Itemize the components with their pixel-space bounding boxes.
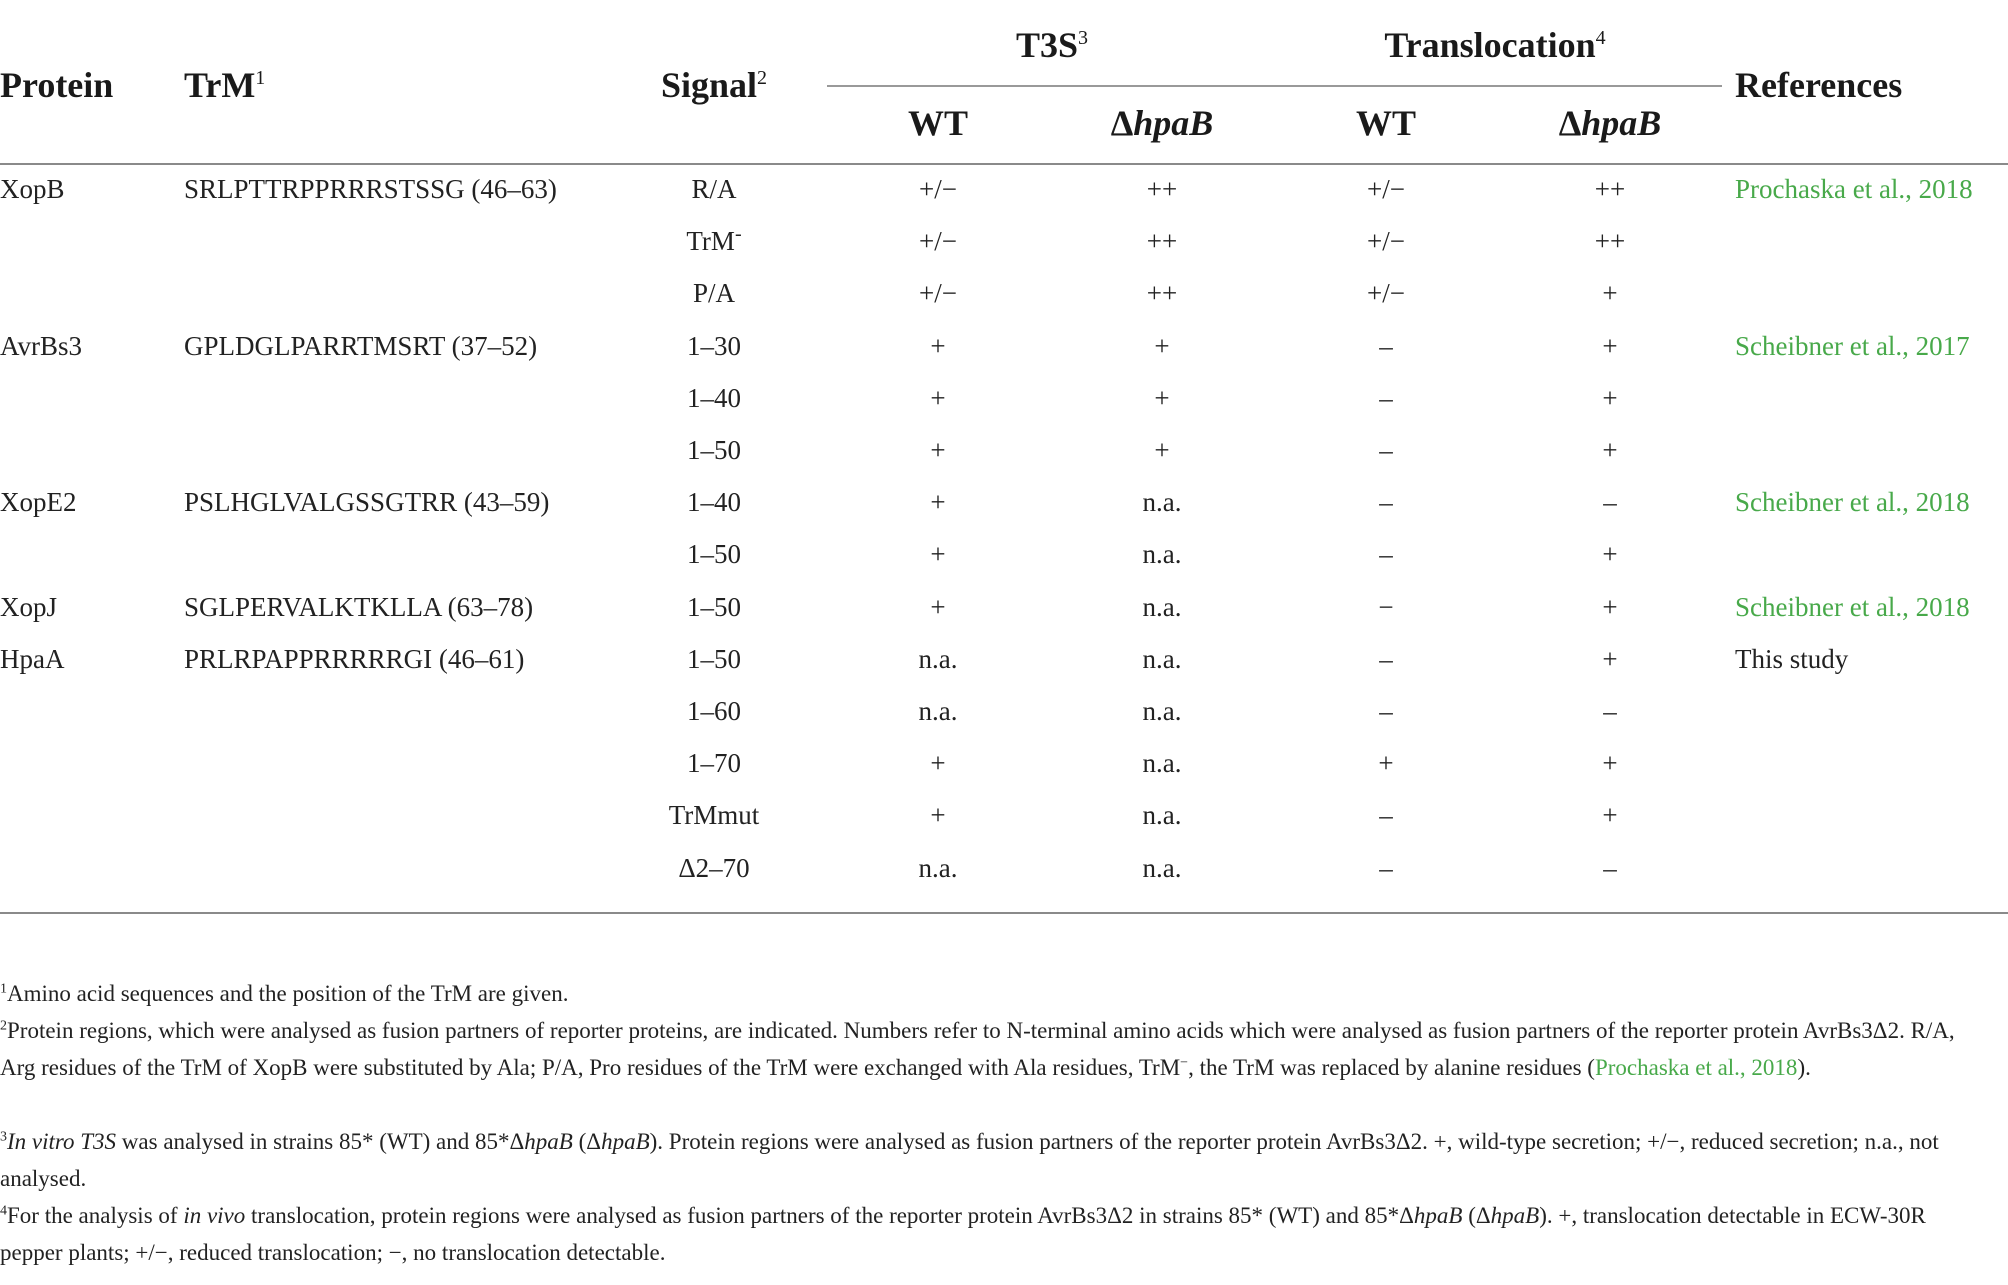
cell-tr-hpab: ++ bbox=[1594, 226, 1626, 256]
footnote-2-reference-link[interactable]: Prochaska et al., 2018 bbox=[1594, 1055, 1798, 1080]
cell-tr-wt: – bbox=[1379, 853, 1393, 883]
cell-t3s-hpab: + bbox=[1154, 331, 1170, 361]
cell-trm: GPLDGLPARRTMSRT (37–52) bbox=[184, 331, 538, 361]
cell-t3s-wt: +/− bbox=[919, 278, 957, 308]
cell-tr-hpab: + bbox=[1602, 278, 1618, 308]
cell-t3s-hpab: ++ bbox=[1146, 174, 1178, 204]
cell-signal: P/A bbox=[692, 278, 736, 308]
cell-signal: 1–40 bbox=[687, 487, 741, 517]
cell-t3s-wt: + bbox=[930, 748, 946, 778]
header-t3s-wt: WT bbox=[907, 103, 969, 143]
cell-reference: This study bbox=[1735, 644, 1849, 674]
header-tr-wt: WT bbox=[1355, 103, 1417, 143]
cell-t3s-wt: n.a. bbox=[918, 644, 958, 674]
cell-t3s-hpab: n.a. bbox=[1142, 696, 1182, 726]
cell-reference[interactable]: Prochaska et al., 2018 bbox=[1735, 174, 1973, 204]
cell-tr-wt: – bbox=[1379, 331, 1393, 361]
cell-trm: PRLRPAPPRRRRRGI (46–61) bbox=[184, 644, 525, 674]
header-tr-hpab: ΔhpaB bbox=[1558, 103, 1662, 143]
cell-tr-hpab: ++ bbox=[1594, 174, 1626, 204]
cell-tr-wt: +/− bbox=[1367, 278, 1405, 308]
cell-signal: 1–70 bbox=[687, 748, 741, 778]
footnote-2: $^2$Protein regions, which were analysed as fusion partners of reporter proteins, are indicated. Numbers refer to N-terminal amino acids which were analysed as fusion partners of the reporter protein AvrBs3Δ2. R/A, Arg residues of the TrM of XopB were substituted by Ala; P/A, Pro residues of the TrM were exchanged with Ala residues, TrM−, the TrM was replaced by alanine residues (Prochaska et al., 2018). bbox=[0, 1018, 1955, 1080]
cell-signal: TrM- bbox=[686, 223, 742, 256]
cell-tr-hpab: – bbox=[1603, 853, 1617, 883]
cell-t3s-wt: +/− bbox=[919, 174, 957, 204]
cell-t3s-wt: + bbox=[930, 331, 946, 361]
cell-signal: 1–50 bbox=[687, 539, 741, 569]
cell-reference[interactable]: Scheibner et al., 2018 bbox=[1735, 487, 1970, 517]
cell-t3s-wt: n.a. bbox=[918, 853, 958, 883]
cell-tr-wt: – bbox=[1379, 539, 1393, 569]
cell-trm: SGLPERVALKTKLLA (63–78) bbox=[184, 592, 534, 622]
cell-tr-hpab: + bbox=[1602, 800, 1618, 830]
cell-tr-wt: – bbox=[1379, 383, 1393, 413]
cell-protein: XopJ bbox=[0, 592, 58, 622]
cell-t3s-hpab: n.a. bbox=[1142, 644, 1182, 674]
cell-tr-hpab: – bbox=[1603, 696, 1617, 726]
header-translocation: Translocation$^4$ bbox=[1384, 25, 1606, 65]
cell-signal: 1–50 bbox=[687, 435, 741, 465]
cell-protein: XopB bbox=[0, 174, 65, 204]
cell-tr-hpab: + bbox=[1602, 539, 1618, 569]
cell-signal: 1–30 bbox=[687, 331, 741, 361]
header-group-rule bbox=[827, 85, 1722, 87]
cell-tr-hpab: + bbox=[1602, 331, 1618, 361]
cell-t3s-hpab: n.a. bbox=[1142, 592, 1182, 622]
cell-t3s-wt: +/− bbox=[919, 226, 957, 256]
header-references: References bbox=[1735, 65, 1903, 105]
cell-t3s-wt: n.a. bbox=[918, 696, 958, 726]
cell-t3s-hpab: n.a. bbox=[1142, 487, 1182, 517]
header-protein: Protein bbox=[0, 65, 114, 105]
header-t3s: $T3S^3$ bbox=[1015, 25, 1089, 65]
header-signal: Signal$^2$ bbox=[660, 65, 768, 105]
cell-protein: AvrBs3 bbox=[0, 331, 83, 361]
cell-tr-hpab: + bbox=[1602, 383, 1618, 413]
cell-signal: TrMmut bbox=[668, 800, 760, 830]
cell-tr-wt: – bbox=[1379, 644, 1393, 674]
cell-tr-hpab: + bbox=[1602, 748, 1618, 778]
header-bottom-rule bbox=[0, 163, 2008, 165]
cell-protein: HpaA bbox=[0, 644, 65, 674]
cell-t3s-wt: + bbox=[930, 435, 946, 465]
cell-tr-wt: − bbox=[1378, 592, 1394, 622]
cell-tr-hpab: + bbox=[1602, 435, 1618, 465]
footnote-4: $^4$For the analysis of in vivo translocation, protein regions were analysed as fusion partners of the reporter protein AvrBs3Δ2 in strains 85* (WT) and 85*ΔhpaB (ΔhpaB). +, translocation detectable in ECW-30R pepper plants; +/−, reduced translocation; −, no translocation detectable. bbox=[0, 1203, 1926, 1265]
cell-t3s-hpab: + bbox=[1154, 383, 1170, 413]
cell-tr-hpab: – bbox=[1603, 487, 1617, 517]
cell-t3s-wt: + bbox=[930, 539, 946, 569]
cell-t3s-hpab: n.a. bbox=[1142, 748, 1182, 778]
cell-t3s-wt: + bbox=[930, 592, 946, 622]
footnote-1: $^1$Amino acid sequences and the position of the TrM are given. bbox=[0, 981, 569, 1006]
cell-signal: 1–50 bbox=[687, 592, 741, 622]
cell-t3s-hpab: n.a. bbox=[1142, 853, 1182, 883]
cell-tr-wt: +/− bbox=[1367, 174, 1405, 204]
cell-t3s-wt: + bbox=[930, 800, 946, 830]
cell-tr-wt: – bbox=[1379, 487, 1393, 517]
footnote-3: $^3$In vitro T3S was analysed in strains 85* (WT) and 85*ΔhpaB (ΔhpaB). Protein regions were analysed as fusion partners of the reporter protein AvrBs3Δ2. +, wild-type secretion; +/−, reduced secretion; n.a., not analysed. bbox=[0, 1129, 1939, 1191]
cell-trm: PSLHGLVALGSSGTRR (43–59) bbox=[184, 487, 550, 517]
cell-signal: Δ2–70 bbox=[678, 853, 750, 883]
cell-t3s-hpab: ++ bbox=[1146, 226, 1178, 256]
cell-tr-hpab: + bbox=[1602, 644, 1618, 674]
cell-signal: 1–40 bbox=[687, 383, 741, 413]
cell-tr-wt: – bbox=[1379, 800, 1393, 830]
cell-t3s-hpab: ++ bbox=[1146, 278, 1178, 308]
header-trm: TrM$^1$ bbox=[184, 65, 266, 105]
cell-tr-wt: – bbox=[1379, 696, 1393, 726]
cell-signal: 1–60 bbox=[687, 696, 741, 726]
cell-t3s-hpab: + bbox=[1154, 435, 1170, 465]
cell-signal: 1–50 bbox=[687, 644, 741, 674]
cell-reference[interactable]: Scheibner et al., 2017 bbox=[1735, 331, 1970, 361]
cell-signal: R/A bbox=[691, 174, 737, 204]
header-t3s-hpab: ΔhpaB bbox=[1110, 103, 1214, 143]
cell-tr-wt: + bbox=[1378, 748, 1394, 778]
cell-tr-hpab: + bbox=[1602, 592, 1618, 622]
cell-t3s-wt: + bbox=[930, 487, 946, 517]
cell-tr-wt: – bbox=[1379, 435, 1393, 465]
cell-t3s-hpab: n.a. bbox=[1142, 800, 1182, 830]
cell-trm: SRLPTTRPPRRRSTSSG (46–63) bbox=[184, 174, 557, 204]
cell-tr-wt: +/− bbox=[1367, 226, 1405, 256]
cell-reference[interactable]: Scheibner et al., 2018 bbox=[1735, 592, 1970, 622]
cell-t3s-hpab: n.a. bbox=[1142, 539, 1182, 569]
cell-t3s-wt: + bbox=[930, 383, 946, 413]
table-bottom-rule bbox=[0, 912, 2008, 914]
cell-protein: XopE2 bbox=[0, 487, 77, 517]
